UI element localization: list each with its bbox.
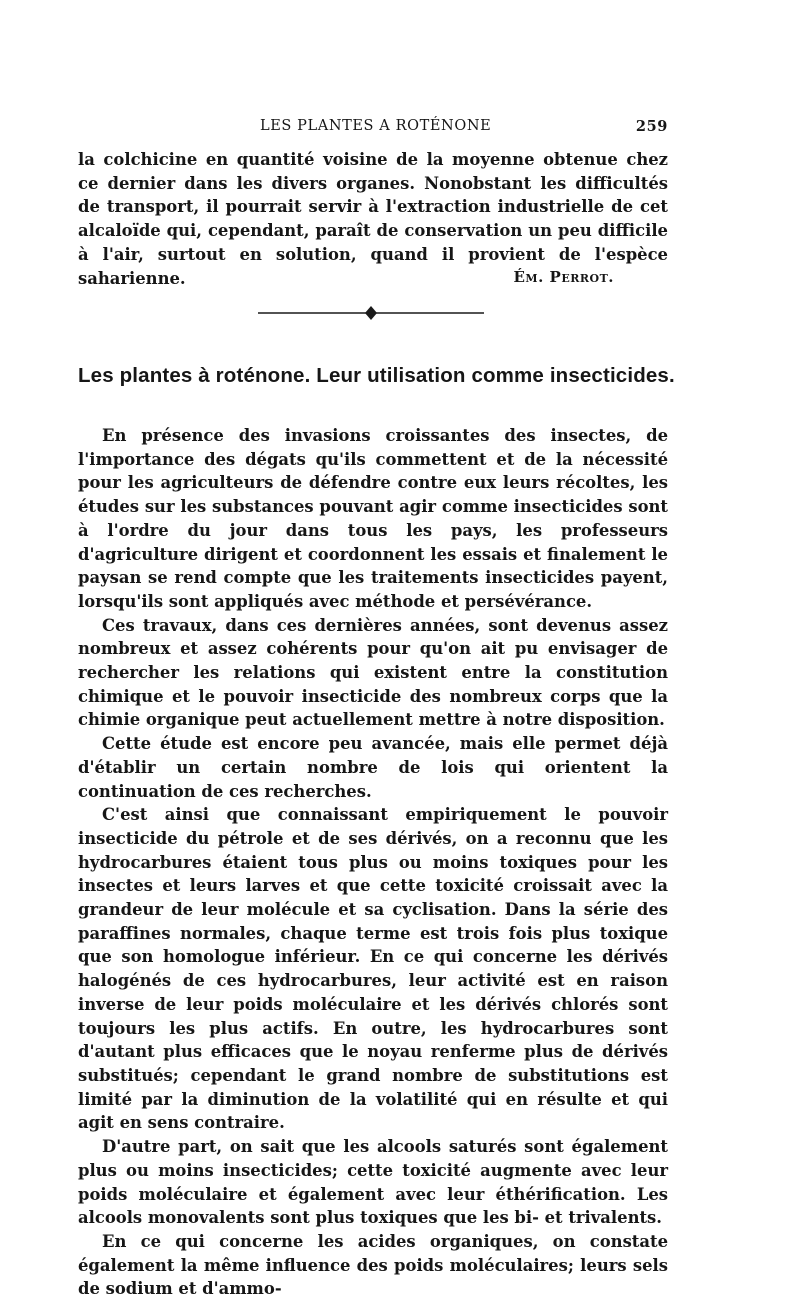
author-signature: Ém. Perrot. [513,268,614,286]
paragraph: En présence des invasions croissantes des insectes, de l'importance des dégats qu'ils commettent et de la nécessité pour les agriculteurs de défendre contre eux leurs récoltes, les études sur les substances pouvant agir comme insecticides sont à l'ordre du jour dans tous les pays, les professeurs d'agriculture dirigent et coordonnent les essais et finalement le paysan se rend compte que les traitements insecticides payent, lorsqu'ils sont appliqués avec méthode et persévérance. [78,426,668,611]
paragraph: D'autre part, on sait que les alcools saturés sont également plus ou moins insecticides; cette toxicité augmente avec leur poids moléculaire et également avec leur éthérification. Les alcools monovalents sont plus toxiques que les bi- et trivalents. [78,1137,668,1228]
running-head [78,118,668,138]
ornamental-separator [258,303,484,323]
section-heading: Les plantes à roténone. Leur utilisation comme insecticides. [78,364,675,387]
paragraph: Ces travaux, dans ces dernières années, sont devenus assez nombreux et assez cohérents pour qu'on ait pu envisager de rechercher les relations qui existent entre la constitution chimique et le pouvoir insecticide des nombreux corps que la chimie organique peut actuellement mettre à notre disposition. [78,615,668,730]
paragraph: Cette étude est encore peu avancée, mais elle permet déjà d'établir un certain nombre de lois qui orientent la continuation de ces recherches. [78,734,668,801]
page-number: 259 [635,118,668,135]
article-body [78,424,668,1301]
paragraph: En ce qui concerne les acides organiques, on constate également la même influence des poids moléculaires; leurs sels de sodium et d'ammo- [78,1231,668,1299]
paragraph: la colchicine en quantité voisine de la moyenne obtenue chez ce dernier dans les divers organes. Nonobstant les difficultés de transport, il pourrait servir à l'extraction industrielle de cet alcaloïde qui, cependant, paraît de conservation un peu difficile à l'air, surtout en solution, quand il provient de l'espèce saharienne. [78,150,668,288]
running-title: LES PLANTES A ROTÉNONE [260,118,492,134]
paragraph: C'est ainsi que connaissant empiriquement le pouvoir insecticide du pétrole et de ses dérivés, on a reconnu que les hydrocarbures étaient tous plus ou moins toxiques pour les insectes et leurs larves et que cette toxicité croissait avec la grandeur de leur molécule et sa cyclisation. Dans la série des paraffines normales, chaque terme est trois fois plus toxique que son homologue inférieur. En ce qui concerne les dérivés halogénés de ces hydrocarbures, leur activité est en raison inverse de leur poids moléculaire et les dérivés chlorés sont toujours les plus actifs. En outre, les hydrocarbures sont d'autant plus efficaces que le noyau renferme plus de dérivés substitués; cependant le grand nombre de substitutions est limité par la diminution de la volatilité qui en résulte et qui agit en sens contraire. [78,805,668,1133]
